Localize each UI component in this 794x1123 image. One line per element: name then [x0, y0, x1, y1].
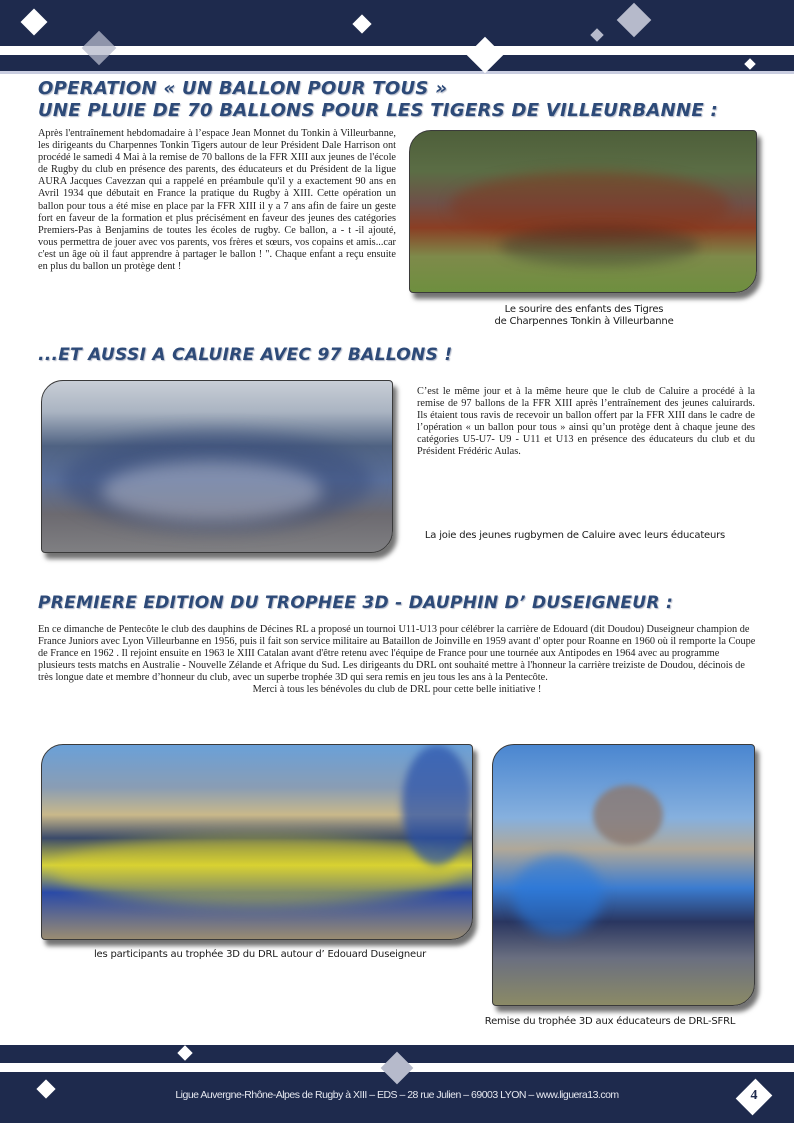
- section3-caption1: les participants au trophée 3D du DRL autour d’ Edouard Duseigneur: [93, 949, 427, 960]
- diamond-icon: [381, 1052, 414, 1085]
- trophy-handover-photo: [492, 744, 755, 1006]
- section1-caption: [410, 304, 758, 328]
- section1-title-line2: UNE PLUIE DE 70 BALLONS POUR LES TIGERS DE VILLEURBANNE :: [38, 100, 719, 121]
- section3-caption2: Remise du trophée 3D aux éducateurs de DRL-SFRL: [484, 1016, 736, 1027]
- caluire-group-photo: [41, 380, 393, 553]
- section3-thanks: Merci à tous les bénévoles du club de DRL pour cette belle initiative !: [252, 684, 542, 696]
- drl-participants-photo: [41, 744, 473, 940]
- diamond-icon: [467, 37, 504, 74]
- section2-title: ...ET AUSSI A CALUIRE AVEC 97 BALLONS !: [38, 345, 453, 365]
- diamond-icon: [590, 28, 603, 41]
- tigers-group-photo: [409, 130, 757, 293]
- section3-title: PREMIERE EDITION DU TROPHEE 3D - DAUPHIN D’ DUSEIGNEUR :: [38, 593, 674, 613]
- section1-body: Après l'entraînement hebdomadaire à l’espace Jean Monnet du Tonkin à Villeurbanne, les dirigeants du Charpennes Tonkin Tigers autour de leur Président Dale Harrison ont procédé le samedi 4 Mai à la remise de 70 ballons de la FFR XIII aux jeunes de l'école de Rugby du club en présence des parents, des éducateurs et du Président de la ligue AURA Jacques Cavezzan qui a rappelé en préambule qu'il y a exactement 90 ans en Avril 1934 que débutait en France la pratique du Rugby à XIII. Cette opération un ballon pour tous a été mise en place par la FFR XIII il y a 7 ans afin de faire un geste fort en faveur de la formation et plus précisément en faveur des jeunes des catégories Premiers-Pas à Benjamins de toutes les écoles de rugby. Ce ballon, a - t -il ajouté, vous permettra de jouer avec vos parents, vos frères et sœurs, vos copains et amis...car c'est un âge où il faut apprendre à partager le ballon ! ". Chaque enfant a reçu ensuite en plus du ballon un protège dent !: [38, 128, 396, 273]
- diamond-icon: [177, 1045, 192, 1060]
- page-number: [736, 1079, 772, 1115]
- header-band: [0, 0, 794, 74]
- diamond-icon: [21, 9, 48, 36]
- caption-line1: Le sourire des enfants des Tigres: [504, 304, 664, 315]
- footer-band: [0, 1045, 794, 1123]
- header-stripe-thin: [0, 71, 794, 74]
- diamond-icon: [352, 14, 371, 33]
- caption-line2: de Charpennes Tonkin à Villeurbanne: [494, 316, 674, 327]
- section2-caption: La joie des jeunes rugbymen de Caluire avec leurs éducateurs: [424, 530, 726, 541]
- page-number-text: 4: [750, 1088, 758, 1103]
- header-stripe: [0, 46, 794, 55]
- diamond-icon: [617, 3, 652, 38]
- section1-title-line1: OPERATION « UN BALLON POUR TOUS »: [38, 78, 448, 99]
- footer-address: Ligue Auvergne-Rhône-Alpes de Rugby à XIII – EDS – 28 rue Julien – 69003 LYON – www.liguera13.com: [175, 1089, 619, 1101]
- section3-text: En ce dimanche de Pentecôte le club des dauphins de Décines RL a proposé un tournoi U11-U13 pour célébrer la carrière de Edouard (dit Doudou) Duseigneur champion de France Juniors avec Lyon Villeurbanne en 1956, puis il fait son service militaire au Bataillon de Joinville en 1959 avant d' opter pour Roanne en 1960 où il remporte la Coupe de France en 1962 . Il rejoint ensuite en 1963 le XIII Catalan avant d'être retenu avec l'équipe de France pour une tournée aux Antipodes en 1964 avec au programme plusieurs tests matchs en Australie - Nouvelle Zélande et Afrique du Sud. Les dirigeants du DRL ont souhaité mettre à l'honneur la carrière treiziste de Doudou, décinois de très longue date et membre d’honneur du club, avec un superbe trophée 3D qui sera remis en jeu tous les ans à la Pentecôte.: [38, 624, 756, 684]
- diamond-icon: [82, 31, 117, 66]
- section3-body: [38, 624, 756, 697]
- section2-body: C’est le même jour et à la même heure que le club de Caluire a procédé à la remise de 97 ballons de la FFR XIII après l’entraînement des jeunes caluirards. Ils étaient tous ravis de recevoir un ballon offert par la FFR XIII dans le cadre de l’opération « un ballon pour tous » ainsi qu’un protège dent à chaque jeune des catégories U5-U7- U9 - U11 et U13 en présence des éducateurs du club et du Président Frédéric Aulas.: [417, 386, 755, 458]
- diamond-icon: [744, 58, 756, 70]
